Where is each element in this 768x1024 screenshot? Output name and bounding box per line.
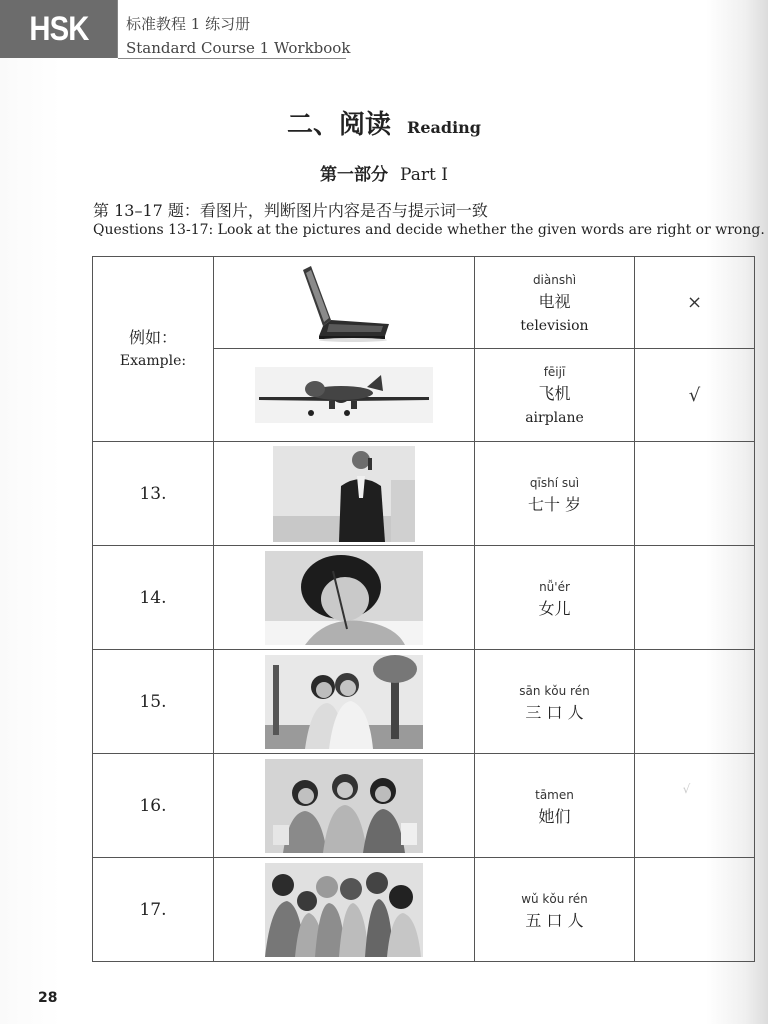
example-label-cell <box>93 257 214 442</box>
pinyin: fēijī <box>543 365 566 379</box>
part-title <box>0 160 768 185</box>
faint-check-mark: √ <box>682 782 691 796</box>
picture-cell <box>214 858 475 962</box>
answer-cell <box>635 754 755 858</box>
section-title <box>0 104 768 141</box>
pinyin: wǔ kǒu rén <box>521 891 588 906</box>
question-number: 15. <box>139 691 167 712</box>
picture-cell <box>214 546 475 650</box>
book-title-zh: 标准教程 1 练习册 <box>126 15 251 33</box>
question-number: 16. <box>139 795 167 816</box>
table-row <box>93 650 755 754</box>
family-group-picture <box>265 863 423 957</box>
answer-cell <box>635 442 755 546</box>
hanzi: 电视 <box>538 291 571 311</box>
picture-cell <box>214 650 475 754</box>
hanzi: 女儿 <box>538 598 571 618</box>
section-title-zh: 二、阅读 <box>287 110 392 140</box>
picture-cell <box>214 754 475 858</box>
english-gloss: television <box>520 317 589 334</box>
header-divider <box>118 58 346 59</box>
picture-cell <box>214 257 475 349</box>
check-mark: √ <box>688 384 701 406</box>
answer-cell <box>635 349 755 442</box>
part-title-en: Part Ⅰ <box>400 165 448 185</box>
question-number-cell <box>93 650 214 754</box>
word-cell <box>475 257 635 349</box>
word-cell <box>475 650 635 754</box>
hsk-logo: HSK <box>0 0 118 58</box>
hanzi: 她们 <box>538 806 571 826</box>
question-number: 13. <box>139 483 167 504</box>
page-number: 28 <box>38 990 58 1006</box>
cross-mark: × <box>686 292 703 313</box>
example-label-en: Example: <box>119 352 187 369</box>
table-row <box>93 442 755 546</box>
example-label-zh: 例如： <box>128 327 177 347</box>
hanzi: 五 口 人 <box>525 910 584 930</box>
table-row <box>93 257 755 349</box>
question-number: 14. <box>139 587 167 608</box>
question-number-cell <box>93 546 214 650</box>
table-row <box>93 754 755 858</box>
answer-cell <box>635 858 755 962</box>
businessman-phone-picture <box>273 446 415 542</box>
two-women-park-picture <box>265 655 423 749</box>
english-gloss: airplane <box>525 410 584 426</box>
section-title-en: Reading <box>407 118 481 137</box>
question-number-cell <box>93 442 214 546</box>
question-number: 17. <box>139 899 167 920</box>
pinyin: nǚ'ér <box>539 579 570 594</box>
word-cell <box>475 349 635 442</box>
book-title-en: Standard Course 1 Workbook <box>126 39 351 57</box>
question-number-cell <box>93 858 214 962</box>
girl-writing-picture <box>265 551 423 645</box>
instructions-en: Questions 13-17: Look at the pictures and decide whether the given words are right or wrong. <box>93 222 765 238</box>
airplane-picture <box>255 367 433 423</box>
hanzi: 七十 岁 <box>527 494 582 514</box>
picture-cell <box>214 349 475 442</box>
table-row <box>93 858 755 962</box>
question-table <box>92 256 755 962</box>
hanzi: 飞机 <box>538 384 571 403</box>
instructions-zh: 第 13–17 题：看图片，判断图片内容是否与提示词一致 <box>93 201 488 220</box>
word-cell <box>475 546 635 650</box>
three-women-shopping-picture <box>265 759 423 853</box>
picture-cell <box>214 442 475 546</box>
pinyin: sān kǒu rén <box>519 683 590 698</box>
hanzi: 三 口 人 <box>525 702 584 722</box>
answer-cell <box>635 546 755 650</box>
pinyin: qīshí suì <box>529 475 580 490</box>
answer-cell <box>635 257 755 349</box>
part-title-zh: 第一部分 <box>320 165 389 185</box>
word-cell <box>475 442 635 546</box>
laptop-picture <box>297 264 391 342</box>
question-number-cell <box>93 754 214 858</box>
word-cell <box>475 754 635 858</box>
table-row <box>93 546 755 650</box>
pinyin: diànshì <box>532 272 577 287</box>
answer-cell <box>635 650 755 754</box>
pinyin: tāmen <box>535 787 574 802</box>
word-cell <box>475 858 635 962</box>
